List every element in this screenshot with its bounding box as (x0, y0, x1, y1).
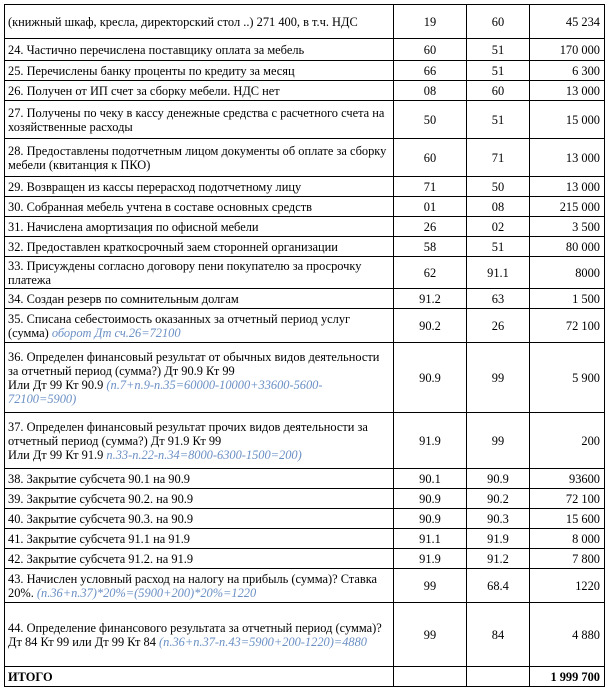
row-description: 44. Определение финансового результата за отчетный период (сумма)? Дт 84 Кт 99 или Дт 99 Кт 84 (п.36+п.37-п.43=5900+200-1220)=4880 (5, 603, 394, 667)
debit-cell: 66 (394, 61, 467, 81)
credit-cell: 68.4 (467, 569, 530, 603)
calculation-note: (п.36+п.37-п.43=5900+200-1220)=4880 (159, 634, 367, 649)
credit-cell: 99 (467, 343, 530, 413)
amount-cell: 45 234 (530, 5, 605, 39)
credit-cell: 90.3 (467, 509, 530, 529)
total-label: ИТОГО (5, 667, 394, 687)
credit-cell: 50 (467, 177, 530, 197)
table-row (5, 569, 605, 603)
row-description: 43. Начислен условный расход на налогу на прибыль (сумма)? Ставка 20%. (п.36+п.37)*20%=(5900+200)*20%=1220 (5, 569, 394, 603)
credit-cell: 51 (467, 237, 530, 257)
table-row (5, 469, 605, 489)
debit-cell: 90.1 (394, 469, 467, 489)
credit-cell: 08 (467, 197, 530, 217)
row-description: 28. Предоставлены подотчетным лицом документы об оплате за сборку мебели (квитанция к ПКО) (5, 139, 394, 177)
credit-cell: 63 (467, 289, 530, 309)
amount-cell: 3 500 (530, 217, 605, 237)
debit-cell: 01 (394, 197, 467, 217)
table-row (5, 197, 605, 217)
credit-cell: 71 (467, 139, 530, 177)
credit-cell: 84 (467, 603, 530, 667)
table-row (5, 39, 605, 61)
row-description: 31. Начислена амортизация по офисной мебели (5, 217, 394, 237)
table-row (5, 509, 605, 529)
table-row (5, 289, 605, 309)
table-row (5, 549, 605, 569)
row-description: 34. Создан резерв по сомнительным долгам (5, 289, 394, 309)
row-description: 40. Закрытие субсчета 90.3. на 90.9 (5, 509, 394, 529)
debit-cell: 99 (394, 603, 467, 667)
table-row (5, 343, 605, 413)
row-description: 37. Определен финансовый результат прочих видов деятельности за отчетный период (сумма?) Дт 91.9 Кт 99 Или Дт 99 Кт 91.9 п.33-п.22-п.34=8000-6300-1500=200) (5, 413, 394, 469)
debit-cell: 50 (394, 101, 467, 139)
total-credit-cell (467, 667, 530, 687)
debit-cell: 90.2 (394, 309, 467, 343)
debit-cell: 91.2 (394, 289, 467, 309)
debit-cell: 62 (394, 257, 467, 289)
table-row (5, 61, 605, 81)
credit-cell: 90.9 (467, 469, 530, 489)
table-row (5, 5, 605, 39)
table-row (5, 81, 605, 101)
debit-cell: 91.9 (394, 549, 467, 569)
credit-cell: 51 (467, 39, 530, 61)
row-description: 38. Закрытие субсчета 90.1 на 90.9 (5, 469, 394, 489)
table-row (5, 139, 605, 177)
debit-cell: 91.1 (394, 529, 467, 549)
total-row (5, 667, 605, 687)
row-description: 24. Частично перечислена поставщику оплата за мебель (5, 39, 394, 61)
table-row (5, 101, 605, 139)
table-row (5, 257, 605, 289)
row-description: 36. Определен финансовый результат от обычных видов деятельности за отчетный период (сумма?) Дт 90.9 Кт 99 Или Дт 99 Кт 90.9 (п.7+п.9-п.35=60000-10000+33600-5600-72100=5900) (5, 343, 394, 413)
debit-cell: 90.9 (394, 343, 467, 413)
amount-cell: 72 100 (530, 489, 605, 509)
debit-cell: 58 (394, 237, 467, 257)
row-description: 30. Собранная мебель учтена в составе основных средств (5, 197, 394, 217)
amount-cell: 15 600 (530, 509, 605, 529)
credit-cell: 02 (467, 217, 530, 237)
row-description: 42. Закрытие субсчета 91.2. на 91.9 (5, 549, 394, 569)
amount-cell: 4 880 (530, 603, 605, 667)
debit-cell: 90.9 (394, 509, 467, 529)
credit-cell: 26 (467, 309, 530, 343)
calculation-note: оборот Дт сч.26=72100 (51, 325, 181, 340)
row-description: 32. Предоставлен краткосрочный заем сторонней организации (5, 237, 394, 257)
credit-cell: 51 (467, 61, 530, 81)
credit-cell: 51 (467, 101, 530, 139)
debit-cell: 60 (394, 139, 467, 177)
debit-cell: 71 (394, 177, 467, 197)
calculation-note: (п.7+п.9-п.35=60000-10000+33600-5600-72100=5900) (8, 377, 323, 406)
total-amount: 1 999 700 (530, 667, 605, 687)
total-debit-cell (394, 667, 467, 687)
amount-cell: 1220 (530, 569, 605, 603)
amount-cell: 13 000 (530, 139, 605, 177)
amount-cell: 15 000 (530, 101, 605, 139)
row-description: 29. Возвращен из кассы перерасход подотчетному лицу (5, 177, 394, 197)
journal-rows (5, 5, 605, 687)
row-description: 26. Получен от ИП счет за сборку мебели. НДС нет (5, 81, 394, 101)
calculation-note: п.33-п.22-п.34=8000-6300-1500=200) (106, 447, 302, 462)
credit-cell: 90.2 (467, 489, 530, 509)
calculation-note: (п.36+п.37)*20%=(5900+200)*20%=1220 (36, 585, 257, 600)
debit-cell: 26 (394, 217, 467, 237)
row-description: 33. Присуждены согласно договору пени покупателю за просрочку платежа (5, 257, 394, 289)
amount-cell: 8000 (530, 257, 605, 289)
row-description: 27. Получены по чеку в кассу денежные средства с расчетного счета на хозяйственные расходы (5, 101, 394, 139)
amount-cell: 200 (530, 413, 605, 469)
amount-cell: 8 000 (530, 529, 605, 549)
credit-cell: 60 (467, 5, 530, 39)
credit-cell: 99 (467, 413, 530, 469)
amount-cell: 215 000 (530, 197, 605, 217)
credit-cell: 91.9 (467, 529, 530, 549)
row-description: (книжный шкаф, кресла, директорский стол ..) 271 400, в т.ч. НДС (5, 5, 394, 39)
amount-cell: 13 000 (530, 177, 605, 197)
amount-cell: 93600 (530, 469, 605, 489)
row-description: 41. Закрытие субсчета 91.1 на 91.9 (5, 529, 394, 549)
debit-cell: 60 (394, 39, 467, 61)
table-row (5, 529, 605, 549)
debit-cell: 08 (394, 81, 467, 101)
debit-cell: 99 (394, 569, 467, 603)
table-row (5, 217, 605, 237)
journal-table (4, 4, 605, 687)
amount-cell: 1 500 (530, 289, 605, 309)
debit-cell: 91.9 (394, 413, 467, 469)
table-row (5, 177, 605, 197)
row-description: 35. Списана себестоимость оказанных за отчетный период услуг (сумма) оборот Дт сч.26=72100 (5, 309, 394, 343)
credit-cell: 91.1 (467, 257, 530, 289)
amount-cell: 5 900 (530, 343, 605, 413)
debit-cell: 19 (394, 5, 467, 39)
table-row (5, 237, 605, 257)
amount-cell: 170 000 (530, 39, 605, 61)
debit-cell: 90.9 (394, 489, 467, 509)
credit-cell: 91.2 (467, 549, 530, 569)
table-row (5, 603, 605, 667)
table-row (5, 413, 605, 469)
amount-cell: 13 000 (530, 81, 605, 101)
row-description: 25. Перечислены банку проценты по кредиту за месяц (5, 61, 394, 81)
amount-cell: 72 100 (530, 309, 605, 343)
credit-cell: 60 (467, 81, 530, 101)
table-row (5, 489, 605, 509)
amount-cell: 80 000 (530, 237, 605, 257)
amount-cell: 7 800 (530, 549, 605, 569)
table-row (5, 309, 605, 343)
row-description: 39. Закрытие субсчета 90.2. на 90.9 (5, 489, 394, 509)
amount-cell: 6 300 (530, 61, 605, 81)
